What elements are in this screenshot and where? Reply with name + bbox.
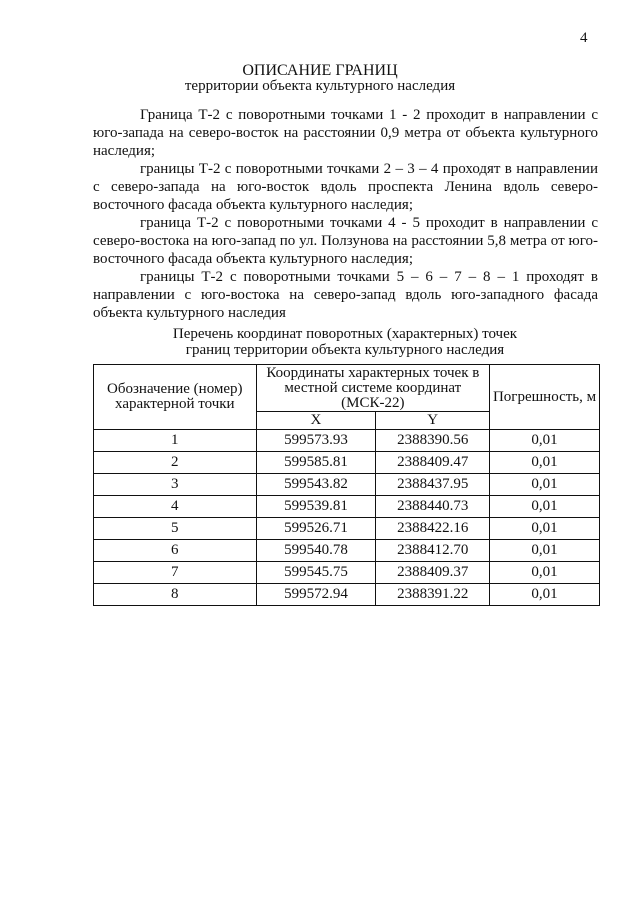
paragraph: Граница Т-2 с поворотными точками 1 - 2 проходит в направлении с юго-запада на северо-восток на расстоянии 0,9 метра от объекта культурного наследия; [93, 107, 598, 159]
cell-error: 0,01 [490, 430, 600, 452]
cell-error: 0,01 [490, 540, 600, 562]
cell-error: 0,01 [490, 518, 600, 540]
page-number: 4 [580, 30, 588, 46]
boundary-description [93, 106, 598, 322]
cell-y: 2388440.73 [376, 496, 490, 518]
cell-y: 2388422.16 [376, 518, 490, 540]
header-point-number: Обозначение (номер) характерной точки [94, 365, 257, 430]
document-title: ОПИСАНИЕ ГРАНИЦ [242, 62, 398, 79]
cell-x: 599572.94 [256, 584, 376, 606]
cell-y: 2388390.56 [376, 430, 490, 452]
cell-point: 2 [94, 452, 257, 474]
cell-x: 599540.78 [256, 540, 376, 562]
header-coordinates: Координаты характерных точек в местной системе координат (МСК-22) [256, 365, 489, 412]
cell-y: 2388409.37 [376, 562, 490, 584]
cell-x: 599526.71 [256, 518, 376, 540]
coordinates-table [93, 364, 600, 606]
cell-point: 7 [94, 562, 257, 584]
cell-error: 0,01 [490, 452, 600, 474]
table-caption [0, 326, 640, 358]
cell-x: 599545.75 [256, 562, 376, 584]
table-row [94, 496, 600, 518]
table-row [94, 584, 600, 606]
table-row [94, 452, 600, 474]
table-row [94, 540, 600, 562]
table-row [94, 474, 600, 496]
cell-error: 0,01 [490, 496, 600, 518]
cell-error: 0,01 [490, 474, 600, 496]
cell-x: 599543.82 [256, 474, 376, 496]
cell-y: 2388391.22 [376, 584, 490, 606]
cell-point: 1 [94, 430, 257, 452]
cell-point: 8 [94, 584, 257, 606]
document-subtitle: территории объекта культурного наследия [184, 78, 456, 94]
cell-x: 599585.81 [256, 452, 376, 474]
cell-y: 2388409.47 [376, 452, 490, 474]
paragraph: граница Т-2 с поворотными точками 4 - 5 проходит в направлении с северо-востока на юго-запад по ул. Ползунова на расстоянии 5,8 метра от юго-восточного фасада объекта культурного наследия; [93, 215, 598, 267]
cell-x: 599539.81 [256, 496, 376, 518]
header-x: X [256, 412, 376, 430]
cell-point: 4 [94, 496, 257, 518]
table-body [94, 430, 600, 606]
header-y: Y [376, 412, 490, 430]
caption-line: Перечень координат поворотных (характерных) точек [172, 326, 518, 342]
table-row [94, 430, 600, 452]
cell-x: 599573.93 [256, 430, 376, 452]
header-error: Погрешность, м [490, 365, 600, 430]
caption-line: границ территории объекта культурного наследия [185, 342, 505, 358]
cell-point: 3 [94, 474, 257, 496]
cell-point: 5 [94, 518, 257, 540]
paragraph: границы Т-2 с поворотными точками 5 – 6 – 7 – 8 – 1 проходят в направлении с юго-востока на северо-запад вдоль юго-западного фасада объекта культурного наследия [93, 269, 598, 321]
table-row [94, 518, 600, 540]
cell-y: 2388437.95 [376, 474, 490, 496]
paragraph: границы Т-2 с поворотными точками 2 – 3 – 4 проходят в направлении с северо-запада на юго-восток вдоль проспекта Ленина вдоль северо-восточного фасада объекта культурного наследия; [93, 161, 598, 213]
table-row [94, 562, 600, 584]
cell-error: 0,01 [490, 584, 600, 606]
cell-y: 2388412.70 [376, 540, 490, 562]
cell-point: 6 [94, 540, 257, 562]
cell-error: 0,01 [490, 562, 600, 584]
